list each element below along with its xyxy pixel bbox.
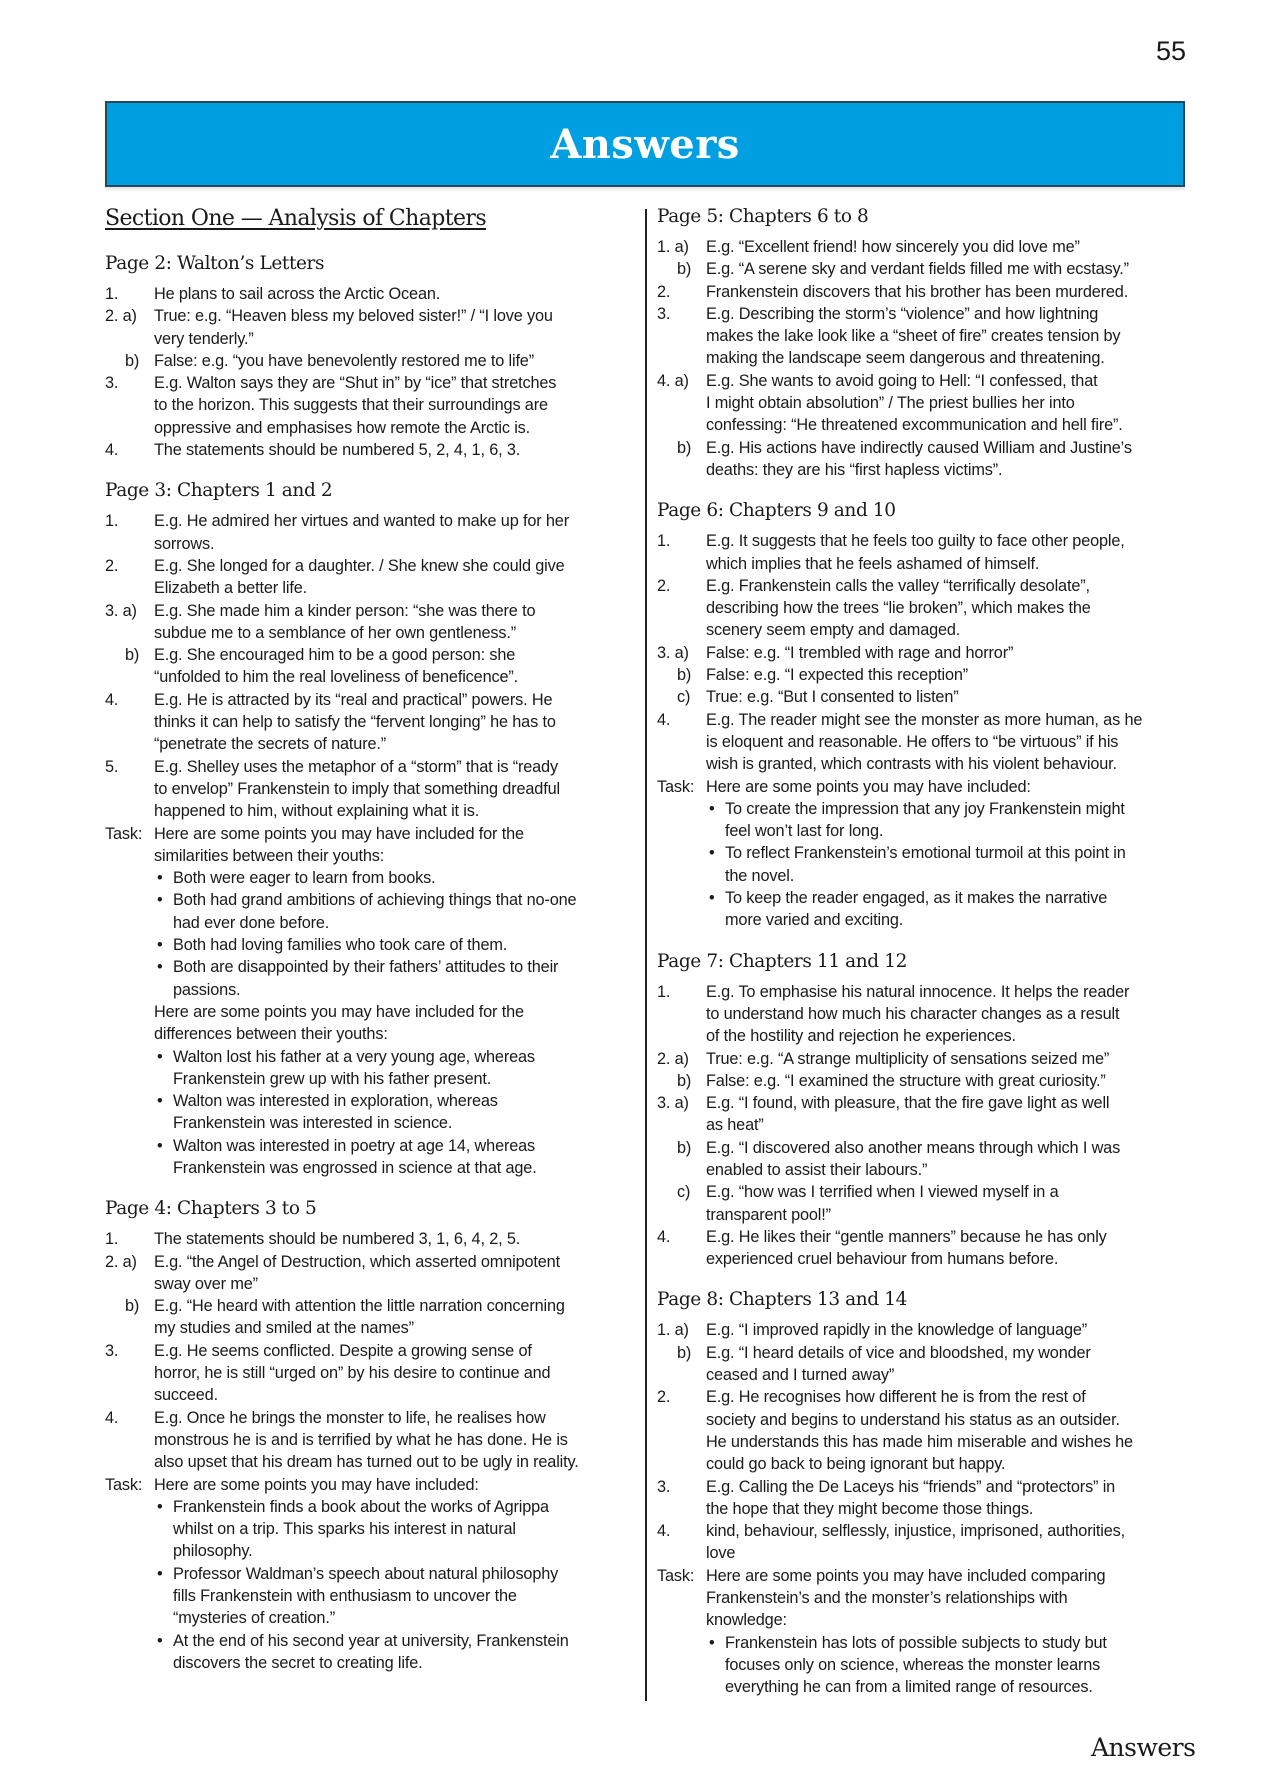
answer-item bbox=[657, 1070, 1197, 1092]
answer-text-line: enabled to assist their labours.” bbox=[706, 1160, 928, 1179]
answer-text-line: Here are some points you may have included for the bbox=[154, 824, 524, 843]
answer-text-line: To create the impression that any joy Frankenstein might bbox=[725, 799, 1125, 818]
answer-text-line: making the landscape seem dangerous and threatening. bbox=[706, 349, 1105, 368]
answer-text-line: E.g. “A serene sky and verdant fields filled me with ecstasy.” bbox=[706, 260, 1129, 279]
answer-item bbox=[105, 372, 635, 439]
answer-item bbox=[105, 283, 635, 305]
bullet-icon: • bbox=[157, 958, 163, 977]
answer-text-line: E.g. He recognises how different he is from the rest of bbox=[706, 1388, 1086, 1407]
answer-text-line: passions. bbox=[173, 980, 241, 999]
item-label: b) bbox=[125, 351, 140, 370]
answer-text-line: which implies that he feels ashamed of himself. bbox=[706, 554, 1040, 573]
answer-text-line: True: e.g. “But I consented to listen” bbox=[706, 688, 959, 707]
answer-text-line: To reflect Frankenstein’s emotional turmoil at this point in bbox=[725, 844, 1126, 863]
bullet-icon: • bbox=[157, 1497, 163, 1516]
item-label: 4. bbox=[105, 1408, 119, 1427]
item-label: 4. bbox=[657, 1522, 671, 1541]
item-label: 4. bbox=[105, 441, 119, 460]
answer-text-line: horror, he is still “urged on” by his desire to continue and bbox=[154, 1364, 551, 1383]
answer-text-line: E.g. To emphasise his natural innocence. It helps the reader bbox=[706, 982, 1130, 1001]
answer-section bbox=[657, 1285, 1197, 1698]
item-label: 1. a) bbox=[657, 238, 689, 256]
answer-item bbox=[657, 437, 1197, 482]
answer-item bbox=[657, 1565, 1197, 1632]
answer-text-line: E.g. Walton says they are “Shut in” by “ice” that stretches bbox=[154, 374, 557, 393]
answers-banner bbox=[105, 101, 1185, 187]
answer-text-line: Both were eager to learn from books. bbox=[173, 869, 436, 888]
item-label: Task: bbox=[105, 824, 143, 843]
item-label: 2. a) bbox=[657, 1049, 689, 1068]
answer-item bbox=[105, 555, 635, 600]
answer-text-line: describing how the trees “lie broken”, which makes the bbox=[706, 599, 1091, 618]
answer-text-line: happened to him, without explaining what it is. bbox=[154, 802, 480, 821]
answer-text-line: thinks it can help to satisfy the “fervent longing” he has to bbox=[154, 713, 556, 732]
bullet-point bbox=[105, 956, 635, 1001]
bullet-icon: • bbox=[157, 891, 163, 910]
answer-item bbox=[657, 1181, 1197, 1226]
answer-item bbox=[105, 439, 635, 461]
answer-text-line: to understand how much his character changes as a result bbox=[706, 1004, 1120, 1023]
answer-item bbox=[657, 236, 1197, 258]
answer-text-line: Walton was interested in poetry at age 14, whereas bbox=[173, 1136, 536, 1155]
answer-text-line: The statements should be numbered 5, 2, 4, 1, 6, 3. bbox=[154, 441, 521, 460]
answer-text-line: Frankenstein’s and the monster’s relationships with bbox=[706, 1589, 1068, 1608]
answer-text-line: fills Frankenstein with enthusiasm to uncover the bbox=[173, 1587, 517, 1606]
item-label: 2. a) bbox=[105, 1252, 137, 1271]
answer-text-line: to the horizon. This suggests that their surroundings are bbox=[154, 396, 548, 415]
item-label: 3. bbox=[657, 1477, 671, 1496]
item-label: Task: bbox=[657, 1566, 695, 1585]
item-label: 1. bbox=[657, 982, 671, 1001]
answer-item bbox=[657, 1137, 1197, 1182]
answer-item bbox=[105, 1295, 635, 1340]
answer-text-line: Elizabeth a better life. bbox=[154, 579, 307, 598]
answer-text-line: Both had grand ambitions of achieving things that no-one bbox=[173, 891, 577, 910]
answer-text-line: Here are some points you may have included: bbox=[154, 1475, 479, 1494]
bullet-icon: • bbox=[157, 1564, 163, 1583]
answer-text-line: E.g. “I heard details of vice and bloodshed, my wonder bbox=[706, 1343, 1091, 1362]
answer-text-line: E.g. He admired her virtues and wanted to make up for her bbox=[154, 512, 569, 531]
section-heading: Page 3: Chapters 1 and 2 bbox=[105, 480, 333, 502]
answer-item bbox=[657, 575, 1197, 642]
answer-text-line: Both had loving families who took care of them. bbox=[173, 936, 508, 955]
section-title: Section One — Analysis of Chapters bbox=[105, 206, 487, 231]
answer-text-line: E.g. She wants to avoid going to Hell: “I confessed, that bbox=[706, 371, 1098, 390]
item-label: c) bbox=[677, 688, 691, 707]
answer-item bbox=[657, 1520, 1197, 1565]
bullet-point bbox=[657, 842, 1197, 887]
bullet-icon: • bbox=[709, 1633, 715, 1652]
answer-text-line: E.g. She longed for a daughter. / She knew she could give bbox=[154, 556, 565, 575]
answer-text-line: False: e.g. “I examined the structure with great curiosity.” bbox=[706, 1071, 1106, 1090]
answer-item bbox=[105, 1001, 635, 1046]
item-label: 3. a) bbox=[657, 1094, 689, 1113]
answer-text-line: False: e.g. “you have benevolently restored me to life” bbox=[154, 351, 534, 370]
answer-text-line: wish is granted, which contrasts with his violent behaviour. bbox=[706, 755, 1117, 774]
bullet-point bbox=[657, 887, 1197, 932]
answer-text-line: Here are some points you may have included for the bbox=[154, 1002, 524, 1021]
answer-text-line: kind, behaviour, selflessly, injustice, imprisoned, authorities, bbox=[706, 1522, 1126, 1541]
answer-text-line: E.g. Describing the storm’s “violence” and how lightning bbox=[706, 304, 1099, 323]
bullet-icon: • bbox=[157, 1631, 163, 1650]
answer-text-line: Walton lost his father at a very young age, whereas bbox=[173, 1047, 535, 1066]
answer-text-line: True: e.g. “Heaven bless my beloved sister!” / “I love you bbox=[154, 307, 553, 326]
answer-text-line: Professor Waldman’s speech about natural philosophy bbox=[173, 1564, 559, 1583]
answer-text-line: False: e.g. “I trembled with rage and horror” bbox=[706, 643, 1014, 662]
item-label: b) bbox=[677, 1343, 692, 1362]
answer-text-line: discovers the secret to creating life. bbox=[173, 1653, 423, 1672]
page-number: 55 bbox=[1155, 36, 1186, 66]
bullet-point bbox=[105, 1630, 635, 1675]
answer-item bbox=[657, 303, 1197, 370]
item-label: 3. a) bbox=[105, 601, 137, 620]
answer-text-line: E.g. She made him a kinder person: “she was there to bbox=[154, 601, 536, 620]
answer-text-line: E.g. Calling the De Laceys his “friends” and “protectors” in bbox=[706, 1477, 1116, 1496]
answer-text-line: had ever done before. bbox=[173, 913, 330, 932]
answer-item bbox=[657, 1386, 1197, 1475]
section-heading: Page 7: Chapters 11 and 12 bbox=[657, 950, 907, 972]
item-label: c) bbox=[677, 1183, 691, 1202]
answer-text-line: whilst on a trip. This sparks his interest in natural bbox=[173, 1520, 516, 1539]
answer-text-line: deaths: they are his “first hapless victims”. bbox=[706, 460, 1003, 479]
item-label: b) bbox=[677, 1071, 692, 1090]
answer-text-line: I might obtain absolution” / The priest bullies her into bbox=[706, 394, 1075, 413]
answer-text-line: feel won’t last for long. bbox=[725, 822, 884, 841]
answer-text-line: E.g. He is attracted by its “real and practical” powers. He bbox=[154, 690, 553, 709]
answer-section bbox=[657, 202, 1197, 481]
item-label: b) bbox=[125, 646, 140, 665]
section-heading: Page 8: Chapters 13 and 14 bbox=[657, 1289, 907, 1311]
bullet-point bbox=[657, 1632, 1197, 1699]
answer-text-line: more varied and exciting. bbox=[725, 911, 904, 930]
answer-text-line: E.g. The reader might see the monster as more human, as he bbox=[706, 710, 1143, 729]
answer-text-line: False: e.g. “I expected this reception” bbox=[706, 666, 969, 685]
answer-text-line: E.g. Frankenstein calls the valley “terrifically desolate”, bbox=[706, 576, 1090, 595]
bullet-icon: • bbox=[709, 889, 715, 908]
answer-item bbox=[105, 305, 635, 350]
item-label: b) bbox=[677, 1138, 692, 1157]
item-label: 1. bbox=[105, 285, 119, 303]
answer-item bbox=[105, 1340, 635, 1407]
item-label: b) bbox=[125, 1297, 140, 1316]
answer-text-line: sway over me” bbox=[154, 1274, 258, 1293]
section-heading: Page 6: Chapters 9 and 10 bbox=[657, 500, 896, 522]
answer-text-line: E.g. His actions have indirectly caused William and Justine’s bbox=[706, 438, 1132, 457]
answer-text-line: monstrous he is and is terrified by what he has done. He is bbox=[154, 1430, 568, 1449]
banner-title: Answers bbox=[550, 120, 740, 168]
answer-item bbox=[657, 1226, 1197, 1271]
answer-item bbox=[105, 600, 635, 645]
item-label: 4. bbox=[657, 710, 671, 729]
answer-text-line: Frankenstein has lots of possible subjects to study but bbox=[725, 1633, 1107, 1652]
answer-item bbox=[657, 686, 1197, 708]
answer-text-line: “unfolded to him the real loveliness of beneficence”. bbox=[154, 668, 519, 687]
bullet-point bbox=[105, 867, 635, 889]
item-label: 3. bbox=[105, 1341, 119, 1360]
answer-item bbox=[657, 1092, 1197, 1137]
answer-item bbox=[657, 1476, 1197, 1521]
footer-section-label: Answers bbox=[1091, 1733, 1196, 1762]
answer-item bbox=[105, 1251, 635, 1296]
answer-text-line: E.g. It suggests that he feels too guilty to face other people, bbox=[706, 532, 1125, 551]
answer-text-line: E.g. “I improved rapidly in the knowledge of language” bbox=[706, 1321, 1088, 1340]
item-label: 5. bbox=[105, 757, 119, 776]
answer-item bbox=[105, 350, 635, 372]
answer-text-line: He plans to sail across the Arctic Ocean. bbox=[154, 285, 441, 303]
item-label: 4. bbox=[105, 690, 119, 709]
bullet-icon: • bbox=[157, 1136, 163, 1155]
item-label: 3. bbox=[657, 304, 671, 323]
answer-item bbox=[105, 756, 635, 823]
answer-item bbox=[105, 644, 635, 689]
bullet-point bbox=[105, 934, 635, 956]
answer-text-line: Frankenstein discovers that his brother has been murdered. bbox=[706, 282, 1129, 301]
answer-item bbox=[105, 689, 635, 756]
answer-text-line: my studies and smiled at the names” bbox=[154, 1319, 414, 1338]
bullet-point bbox=[105, 1090, 635, 1135]
section-heading: Page 4: Chapters 3 to 5 bbox=[105, 1198, 317, 1220]
bullet-icon: • bbox=[157, 1047, 163, 1066]
answer-section bbox=[657, 947, 1197, 1271]
answer-text-line: everything he can from a limited range of resources. bbox=[725, 1678, 1093, 1697]
answer-text-line: subdue me to a semblance of her own gentleness.” bbox=[154, 623, 517, 642]
section-heading: Page 2: Walton’s Letters bbox=[105, 253, 325, 274]
answer-item bbox=[657, 642, 1197, 664]
answer-text-line: also upset that his dream has turned out to be ugly in reality. bbox=[154, 1453, 579, 1472]
answer-text-line: succeed. bbox=[154, 1386, 218, 1405]
answer-text-line: similarities between their youths: bbox=[154, 846, 385, 865]
answer-item bbox=[657, 776, 1197, 798]
answer-item bbox=[657, 281, 1197, 303]
answer-text-line: Both are disappointed by their fathers’ attitudes to their bbox=[173, 958, 559, 977]
item-label: 2. bbox=[657, 1388, 671, 1407]
answer-text-line: E.g. “I discovered also another means through which I was bbox=[706, 1138, 1121, 1157]
answer-text-line: E.g. “He heard with attention the little narration concerning bbox=[154, 1297, 565, 1316]
bullet-icon: • bbox=[157, 869, 163, 888]
bullet-point bbox=[105, 889, 635, 934]
answer-text-line: ceased and I turned away” bbox=[706, 1366, 895, 1385]
item-label: 2. bbox=[105, 556, 119, 575]
item-label: Task: bbox=[657, 777, 695, 796]
answer-text-line: knowledge: bbox=[706, 1611, 787, 1630]
item-label: 3. a) bbox=[657, 643, 689, 662]
answer-text-line: Frankenstein was engrossed in science at that age. bbox=[173, 1158, 537, 1177]
answer-text-line: love bbox=[706, 1544, 736, 1563]
answer-text-line: “mysteries of creation.” bbox=[173, 1609, 335, 1628]
right-column bbox=[657, 202, 1197, 1699]
answer-text-line: Walton was interested in exploration, whereas bbox=[173, 1092, 498, 1111]
answer-text-line: of the hostility and rejection he experiences. bbox=[706, 1027, 1016, 1046]
bullet-point bbox=[105, 1496, 635, 1563]
answer-item bbox=[657, 981, 1197, 1048]
answer-text-line: scenery seem empty and damaged. bbox=[706, 621, 961, 640]
answer-text-line: transparent pool!” bbox=[706, 1205, 831, 1224]
bullet-icon: • bbox=[157, 936, 163, 955]
answer-text-line: focuses only on science, whereas the monster learns bbox=[725, 1655, 1101, 1674]
answer-item bbox=[105, 510, 635, 555]
answer-text-line: E.g. He seems conflicted. Despite a growing sense of bbox=[154, 1341, 532, 1360]
bullet-icon: • bbox=[157, 1092, 163, 1111]
answer-item bbox=[105, 1474, 635, 1496]
answer-text-line: E.g. “Excellent friend! how sincerely you did love me” bbox=[706, 238, 1080, 256]
answer-text-line: philosophy. bbox=[173, 1542, 253, 1561]
answer-text-line: True: e.g. “A strange multiplicity of sensations seized me” bbox=[706, 1049, 1110, 1068]
item-label: 1. bbox=[657, 532, 671, 551]
answer-item bbox=[657, 1342, 1197, 1387]
item-label: 3. bbox=[105, 374, 119, 393]
answer-text-line: as heat” bbox=[706, 1116, 764, 1135]
answer-text-line: society and begins to understand his status as an outsider. bbox=[706, 1410, 1120, 1429]
answer-item bbox=[657, 709, 1197, 776]
answer-text-line: experienced cruel behaviour from humans before. bbox=[706, 1250, 1059, 1269]
answer-item bbox=[657, 664, 1197, 686]
answer-text-line: E.g. “I found, with pleasure, that the fire gave light as well bbox=[706, 1094, 1110, 1113]
answer-text-line: E.g. Shelley uses the metaphor of a “storm” that is “ready bbox=[154, 757, 558, 776]
answer-section bbox=[657, 496, 1197, 931]
bullet-icon: • bbox=[709, 799, 715, 818]
item-label: 4. a) bbox=[657, 371, 689, 390]
bullet-point bbox=[105, 1563, 635, 1630]
answer-text-line: sorrows. bbox=[154, 534, 215, 553]
item-label: 1. bbox=[105, 1230, 119, 1249]
answer-text-line: E.g. “how was I terrified when I viewed myself in a bbox=[706, 1183, 1059, 1202]
item-label: Task: bbox=[105, 1475, 143, 1494]
item-label: b) bbox=[677, 260, 692, 279]
answer-text-line: Frankenstein was interested in science. bbox=[173, 1114, 453, 1133]
item-label: b) bbox=[677, 438, 692, 457]
answer-text-line: makes the lake look like a “sheet of fire” creates tension by bbox=[706, 327, 1121, 346]
answer-text-line: is eloquent and reasonable. He offers to “be virtuous” if his bbox=[706, 732, 1119, 751]
section-heading: Page 5: Chapters 6 to 8 bbox=[657, 206, 869, 227]
item-label: 2. a) bbox=[105, 307, 137, 326]
answer-item bbox=[657, 1319, 1197, 1341]
item-label: 2. bbox=[657, 282, 671, 301]
answer-text-line: confessing: “He threatened excommunication and hell fire”. bbox=[706, 416, 1123, 435]
left-column bbox=[105, 204, 635, 1674]
answer-item bbox=[105, 1228, 635, 1250]
answer-text-line: very tenderly.” bbox=[154, 329, 254, 348]
answer-item bbox=[105, 823, 635, 868]
answer-text-line: E.g. He likes their “gentle manners” because he has only bbox=[706, 1227, 1107, 1246]
answer-text-line: E.g. Once he brings the monster to life, he realises how bbox=[154, 1408, 546, 1427]
answer-section bbox=[105, 1194, 635, 1674]
bullet-point bbox=[657, 798, 1197, 843]
item-label: 1. bbox=[105, 512, 119, 531]
answer-text-line: the novel. bbox=[725, 866, 795, 885]
answer-text-line: “penetrate the secrets of nature.” bbox=[154, 735, 387, 754]
answer-text-line: Here are some points you may have included comparing bbox=[706, 1566, 1106, 1585]
item-label: 4. bbox=[657, 1227, 671, 1246]
bullet-point bbox=[105, 1135, 635, 1180]
item-label: 1. a) bbox=[657, 1321, 689, 1340]
answer-text-line: oppressive and emphasises how remote the Arctic is. bbox=[154, 418, 531, 437]
answer-text-line: the hope that they might become those things. bbox=[706, 1499, 1034, 1518]
item-label: 2. bbox=[657, 576, 671, 595]
answer-item bbox=[657, 370, 1197, 437]
answer-text-line: differences between their youths: bbox=[154, 1025, 388, 1044]
answer-text-line: At the end of his second year at university, Frankenstein bbox=[173, 1631, 569, 1650]
answer-text-line: To keep the reader engaged, as it makes the narrative bbox=[725, 889, 1108, 908]
answer-section bbox=[105, 476, 635, 1179]
bullet-icon: • bbox=[709, 844, 715, 863]
answer-text-line: Here are some points you may have included: bbox=[706, 777, 1031, 796]
answer-section bbox=[105, 249, 635, 461]
answer-text-line: The statements should be numbered 3, 1, 6, 4, 2, 5. bbox=[154, 1230, 521, 1249]
answer-text-line: Frankenstein finds a book about the works of Agrippa bbox=[173, 1497, 549, 1516]
answer-item bbox=[657, 1048, 1197, 1070]
answer-item bbox=[657, 530, 1197, 575]
answer-text-line: E.g. “the Angel of Destruction, which asserted omnipotent bbox=[154, 1252, 560, 1271]
answer-item bbox=[105, 1407, 635, 1474]
item-label: b) bbox=[677, 666, 692, 685]
answer-text-line: could go back to being ignorant but happy. bbox=[706, 1455, 1006, 1474]
answer-item bbox=[657, 258, 1197, 280]
column-divider bbox=[645, 209, 647, 1701]
answer-text-line: He understands this has made him miserable and wishes he bbox=[706, 1432, 1133, 1451]
answer-text-line: to envelop” Frankenstein to imply that something dreadful bbox=[154, 779, 560, 798]
bullet-point bbox=[105, 1046, 635, 1091]
answer-text-line: E.g. She encouraged him to be a good person: she bbox=[154, 646, 516, 665]
answer-text-line: Frankenstein grew up with his father present. bbox=[173, 1069, 492, 1088]
